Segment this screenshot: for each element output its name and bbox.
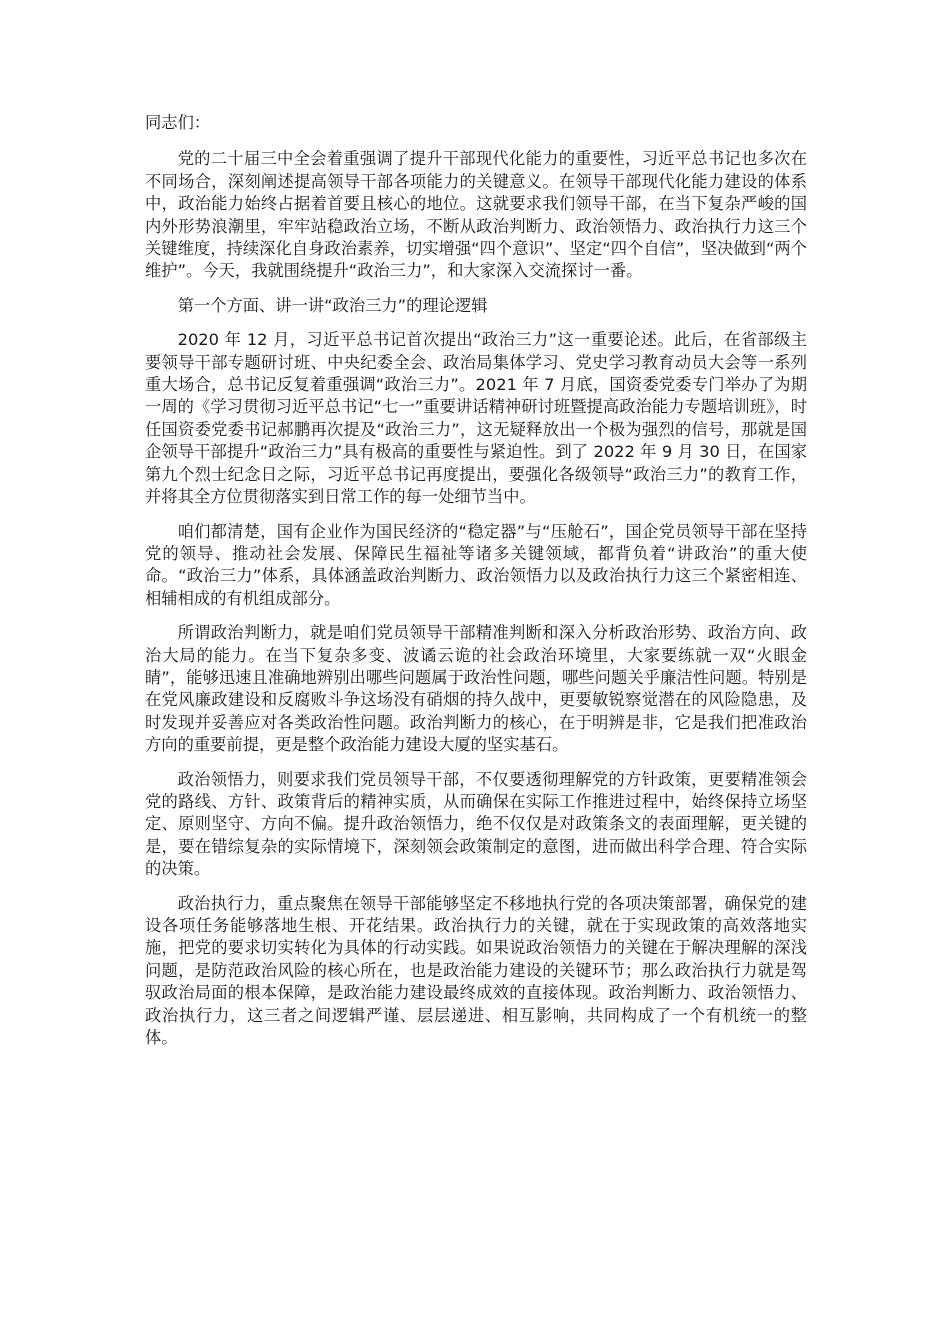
paragraph-history: 2020 年 12 月，习近平总书记首次提出“政治三力”这一重要论述。此后，在省部级主要领导干部专题研讨班、中央纪委全会、政治局集体学习、党史学习教育动员大会等一系列重大场合，总书记反复着重强调“政治三力”。2021 年 7 月底，国资委党委专门举办了为期一周的《学习贯彻习近平总书记“七一”重要讲话精神研讨班暨提高政治能力专题培训班》，时任国资委党委书记郝鹏再次提及“政治三力”，这无疑释放出一个极为强烈的信号，那就是国企领导干部提升“政治三力”具有极高的重要性与紧迫性。到了 2022 年 9 月 30 日，在国家第九个烈士纪念日之际，习近平总书记再度提出，要强化各级领导“政治三力”的教育工作，并将其全方位贯彻落实到日常工作的每一处细节当中。 — [145, 330, 807, 507]
paragraph-intro: 党的二十届三中全会着重强调了提升干部现代化能力的重要性，习近平总书记也多次在不同场合，深刻阐述提高领导干部各项能力的关键意义。在领导干部现代化能力建设的体系中，政治能力始终占据着首要且核心的地位。这就要求我们领导干部，在当下复杂严峻的国内外形势浪潮里，牢牢站稳政治立场，不断从政治判断力、政治领悟力、政治执行力这三个关键维度，持续深化自身政治素养，切实增强“四个意识”、坚定“四个自信”，坚决做到“两个维护”。今天，我就围绕提升“政治三力”，和大家深入交流探讨一番。 — [145, 149, 807, 281]
section-heading: 第一个方面、讲一讲“政治三力”的理论逻辑 — [177, 295, 488, 315]
paragraph-judgment: 所谓政治判断力，就是咱们党员领导干部精准判断和深入分析政治形势、政治方向、政治大局的能力。在当下复杂多变、波谲云诡的社会政治环境里，大家要练就一双“火眼金睛”，能够迅速且准确地辨别出哪些问题属于政治性问题，哪些问题关乎廉洁性问题。特别是在党风廉政建设和反腐败斗争这场没有硝烟的持久战中，更要敏锐察觉潜在的风险隐患，及时发现并妥善应对各类政治性问题。政治判断力的核心，在于明辨是非，它是我们把准政治方向的重要前提，更是整个政治能力建设大厦的坚实基石。 — [145, 623, 807, 755]
paragraph-execution: 政治执行力，重点聚焦在领导干部能够坚定不移地执行党的各项决策部署，确保党的建设各项任务能够落地生根、开花结果。政治执行力的关键，就在于实现政策的高效落地实施，把党的要求切实转化为具体的行动实践。如果说政治领悟力的关键在于解决理解的深浅问题，是防范政治风险的核心所在，也是政治能力建设的关键环节；那么政治执行力就是驾驭政治局面的根本保障，是政治能力建设最终成效的直接体现。政治判断力、政治领悟力、政治执行力，这三者之间逻辑严谨、层层递进、相互影响，共同构成了一个有机统一的整体。 — [145, 893, 807, 1048]
greeting: 同志们： — [145, 113, 211, 132]
paragraph-soe-role: 咱们都清楚，国有企业作为国民经济的“稳定器”与“压舱石”，国企党员领导干部在坚持党的领导、推动社会发展、保障民生福祉等诸多关键领域，都背负着“讲政治”的重大使命。“政治三力”体系，具体涵盖政治判断力、政治领悟力以及政治执行力这三个紧密相连、相辅相成的有机组成部分。 — [145, 521, 807, 608]
paragraph-comprehension: 政治领悟力，则要求我们党员领导干部，不仅要透彻理解党的方针政策，更要精准领会党的路线、方针、政策背后的精神实质，从而确保在实际工作推进过程中，始终保持立场坚定、原则坚守、方向不偏。提升政治领悟力，绝不仅仅是对政策条文的表面理解，更关键的是，要在错综复杂的实际情境下，深刻领会政策制定的意图，进而做出科学合理、符合实际的决策。 — [145, 769, 807, 879]
document-page — [145, 112, 807, 1061]
